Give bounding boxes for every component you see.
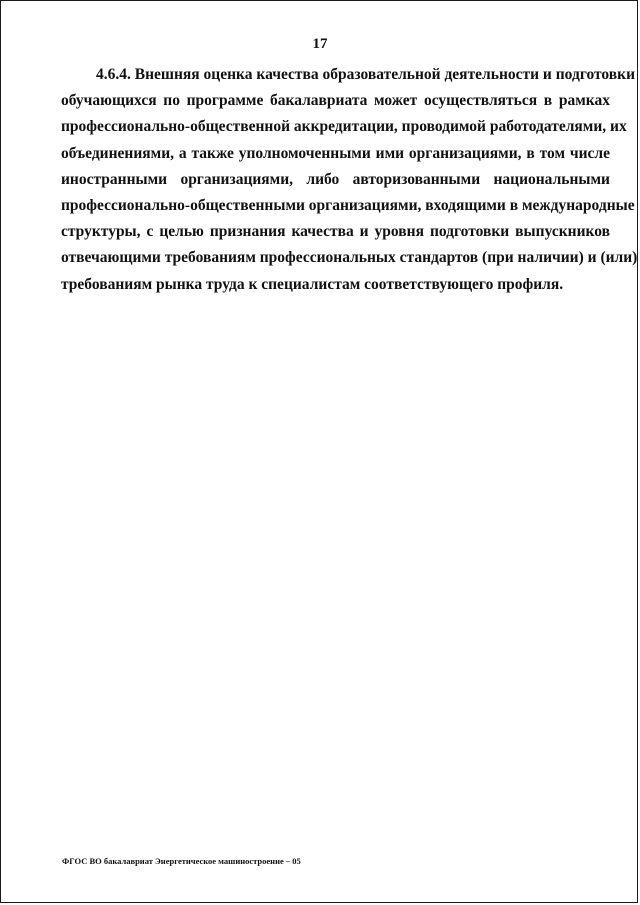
paragraph-line: требованиям рынка труда к специалистам соответствующего профиля. <box>61 275 564 293</box>
paragraph-line: объединениями, а также уполномоченными ими организациями, в том числе <box>61 144 610 162</box>
paragraph-line: обучающихся по программе бакалавриата может осуществляться в рамках <box>61 92 610 110</box>
paragraph-line: иностранными организациями, либо авторизованными национальными <box>61 170 610 188</box>
paragraph-line: профессионально-общественной аккредитации, проводимой работодателями, их <box>61 118 627 136</box>
paragraph-line: отвечающими требованиям профессиональных стандартов (при наличии) и (или) <box>61 249 638 267</box>
page-number: 17 <box>312 36 328 52</box>
footer-document-id: ФГОС ВО бакалавриат Энергетическое машиностроение – 05 <box>62 856 301 866</box>
paragraph-line: профессионально-общественными организациями, входящими в международные <box>61 197 635 215</box>
paragraph-4-6-4 <box>61 62 638 298</box>
paragraph-line: 4.6.4. Внешняя оценка качества образовательной деятельности и подготовки <box>96 66 636 83</box>
paragraph-line: структуры, с целью признания качества и уровня подготовки выпускников <box>61 223 610 241</box>
